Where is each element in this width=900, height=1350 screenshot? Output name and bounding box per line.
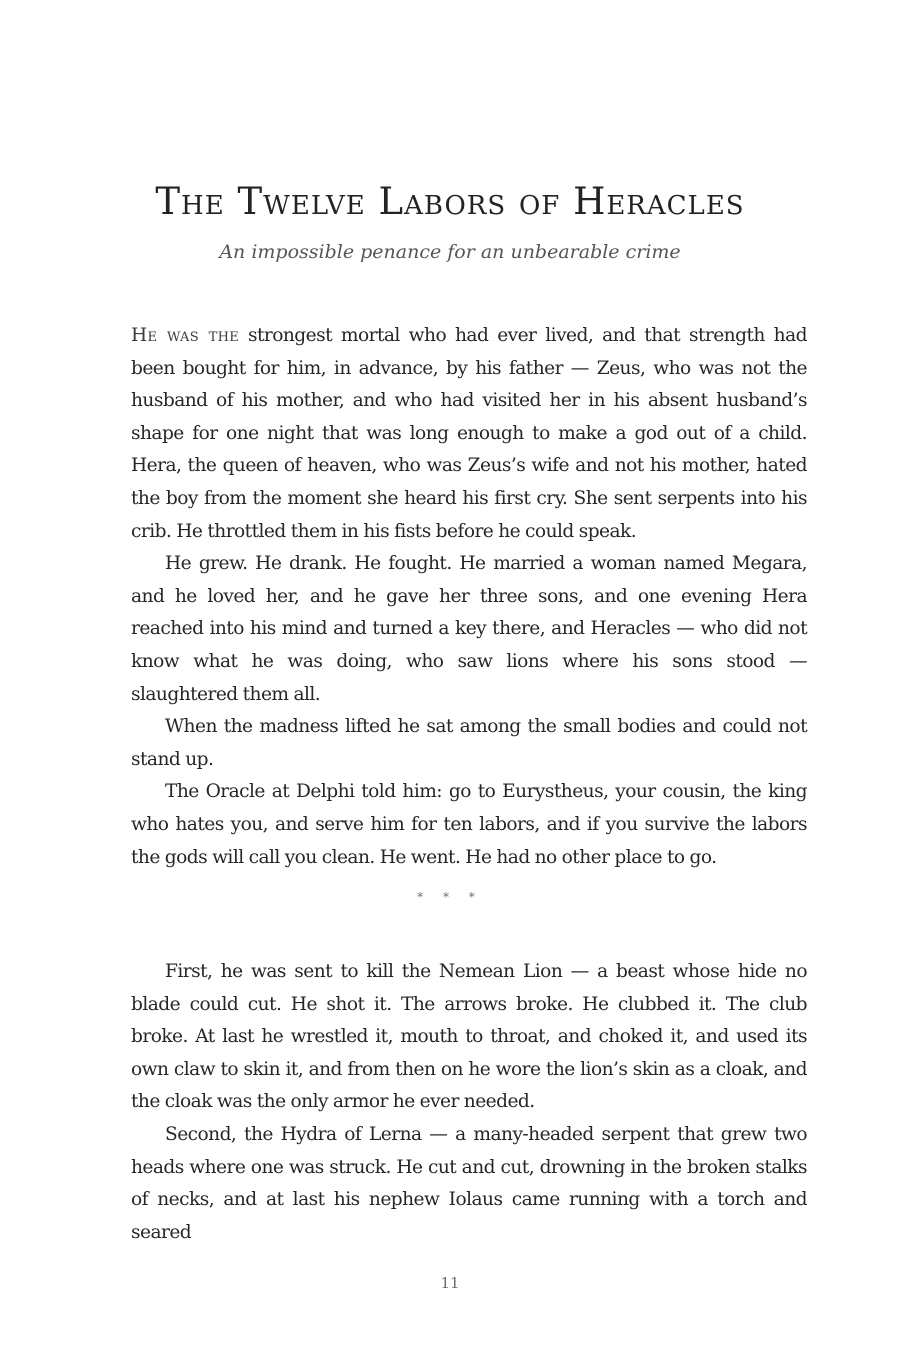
page-number: 11 [440,1274,460,1292]
chapter-title: The Twelve Labors of Heracles [155,180,745,223]
paragraph: The Oracle at Delphi told him: go to Eurystheus, your cousin, the king who hates you, and serve him for ten labors, and if you survive the labors the gods will call you clean. He went. He had no other place to go. [131,781,807,868]
paragraph: He grew. He drank. He fought. He married a woman named Megara, and he loved her, and he gave her three sons, and one evening Hera reached into his mind and turned a key there, and Heracles — who did not know what he was doing, who saw lions where his sons stood — slaughtered them all. [131,553,807,705]
scene-break-asterisks: * * * [417,890,483,904]
chapter-subtitle: An impossible penance for an unbearable crime [219,241,681,263]
opening-paragraph-text: strongest mortal who had ever lived, and that strength had been bought for him, in advance, by his father — Zeus, who was not the husband of his mother, and who had visited her in his absent husband’s shape for one night that was long enough to make a god out of a child. Hera, the queen of heaven, who was Zeus’s wife and not his mother, hated the boy from the moment she heard his first cry. She sent serpents into his crib. He throttled them in his fists before he could speak. [131,325,807,542]
paragraph: First, he was sent to kill the Nemean Lion — a beast whose hide no blade could cut. He shot it. The arrows broke. He clubbed it. The club broke. At last he wrestled it, mouth to throat, and choked it, and used its own claw to skin it, and from then on he wore the lion’s skin as a cloak, and the cloak was the only armor he ever needed. [131,961,807,1113]
section-one [131,320,807,874]
section-two [131,956,807,1249]
lead-in-small-caps: He was the [131,325,240,346]
paragraph: When the madness lifted he sat among the small bodies and could not stand up. [131,716,807,770]
opening-paragraph [131,320,807,548]
paragraph: Second, the Hydra of Lerna — a many-headed serpent that grew two heads where one was struck. He cut and cut, drowning in the broken stalks of necks, and at last his nephew Iolaus came running with a torch and seared [131,1123,807,1243]
